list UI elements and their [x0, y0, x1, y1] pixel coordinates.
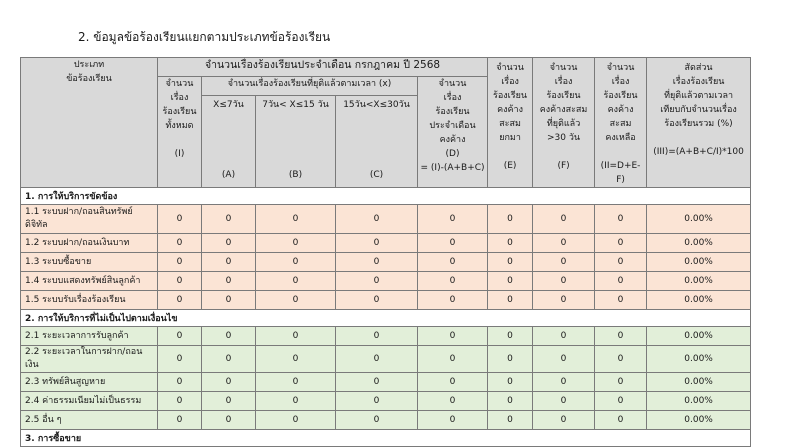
cell-value: 0 — [488, 291, 533, 310]
cell-value: 0 — [202, 253, 256, 272]
section-heading: 2. ข้อมูลข้อร้องเรียนแยกตามประเภทข้อร้องเรียน — [78, 30, 331, 44]
table-row — [21, 234, 751, 253]
cell-value: 0 — [418, 327, 488, 346]
cell-percent: 0.00% — [647, 234, 751, 253]
row-label: 2.5 อื่น ๆ — [21, 411, 158, 430]
cell-value: 0 — [488, 346, 533, 373]
cell-value: 0 — [418, 205, 488, 234]
cell-percent: 0.00% — [647, 346, 751, 373]
cell-value: 0 — [256, 411, 336, 430]
cell-value: 0 — [202, 205, 256, 234]
cell-percent: 0.00% — [647, 327, 751, 346]
cell-value: 0 — [595, 411, 647, 430]
cell-percent: 0.00% — [647, 253, 751, 272]
table-row — [21, 291, 751, 310]
cell-value: 0 — [488, 373, 533, 392]
monthly-title-header: จำนวนเรื่องร้องเรียนประจำเดือน กรกฎาคม ปี 2568 — [158, 58, 488, 77]
cell-value: 0 — [336, 392, 418, 411]
cell-value: 0 — [595, 291, 647, 310]
row-label: 2.3 ทรัพย์สินสูญหาย — [21, 373, 158, 392]
cell-value: 0 — [336, 205, 418, 234]
row-label: 2.2 ระยะเวลาในการฝาก/ถอนเงิน — [21, 346, 158, 373]
col-f-header: จำนวน เรื่อง ร้องเรียน คงค้างสะสม ที่ยุติแล้ว >30 วัน (F) — [533, 58, 595, 188]
cell-percent: 0.00% — [647, 291, 751, 310]
cell-value: 0 — [595, 392, 647, 411]
section-row — [21, 188, 751, 205]
cell-value: 0 — [202, 392, 256, 411]
cell-value: 0 — [256, 392, 336, 411]
cell-value: 0 — [158, 205, 202, 234]
col-a-header: X≤7วัน (A) — [202, 96, 256, 188]
table-row — [21, 411, 751, 430]
col-ii-header: จำนวน เรื่อง ร้องเรียน คงค้าง สะสม คงเหลือ (II=D+E-F) — [595, 58, 647, 188]
cell-value: 0 — [336, 411, 418, 430]
cell-value: 0 — [336, 272, 418, 291]
cell-value: 0 — [488, 411, 533, 430]
row-label: 1.4 ระบบแสดงทรัพย์สินลูกค้า — [21, 272, 158, 291]
cell-value: 0 — [336, 234, 418, 253]
cell-value: 0 — [533, 205, 595, 234]
cell-value: 0 — [256, 272, 336, 291]
cell-value: 0 — [418, 411, 488, 430]
cell-value: 0 — [158, 234, 202, 253]
row-label: 1.2 ระบบฝาก/ถอนเงินบาท — [21, 234, 158, 253]
table-row — [21, 253, 751, 272]
cell-value: 0 — [158, 291, 202, 310]
section-row — [21, 430, 751, 447]
cell-value: 0 — [533, 346, 595, 373]
cell-value: 0 — [202, 411, 256, 430]
table-row — [21, 272, 751, 291]
row-label: 1.1 ระบบฝาก/ถอนสินทรัพย์ ดิจิทัล — [21, 205, 158, 234]
cell-value: 0 — [336, 253, 418, 272]
cell-value: 0 — [158, 411, 202, 430]
cell-value: 0 — [595, 272, 647, 291]
cell-value: 0 — [595, 327, 647, 346]
cell-value: 0 — [202, 234, 256, 253]
cell-value: 0 — [418, 291, 488, 310]
cell-value: 0 — [158, 327, 202, 346]
cell-value: 0 — [158, 346, 202, 373]
cell-value: 0 — [158, 253, 202, 272]
cell-value: 0 — [202, 272, 256, 291]
section-row — [21, 310, 751, 327]
cell-value: 0 — [533, 327, 595, 346]
cell-value: 0 — [256, 291, 336, 310]
cell-percent: 0.00% — [647, 272, 751, 291]
cell-value: 0 — [595, 205, 647, 234]
col-b-header: 7วัน< X≤15 วัน (B) — [256, 96, 336, 188]
cell-value: 0 — [488, 392, 533, 411]
row-label: 1.5 ระบบรับเรื่องร้องเรียน — [21, 291, 158, 310]
cell-value: 0 — [418, 392, 488, 411]
cell-value: 0 — [336, 327, 418, 346]
cell-value: 0 — [533, 373, 595, 392]
cell-value: 0 — [595, 346, 647, 373]
cell-value: 0 — [418, 346, 488, 373]
cell-value: 0 — [202, 373, 256, 392]
cell-value: 0 — [533, 253, 595, 272]
complaints-table — [20, 57, 751, 447]
cell-percent: 0.00% — [647, 411, 751, 430]
col-total-header: จำนวน เรื่อง ร้องเรียน ทั้งหมด (I) — [158, 77, 202, 188]
cell-value: 0 — [202, 291, 256, 310]
cell-value: 0 — [533, 272, 595, 291]
cell-value: 0 — [256, 346, 336, 373]
cell-value: 0 — [595, 234, 647, 253]
cell-percent: 0.00% — [647, 205, 751, 234]
resolved-group-header: จำนวนเรื่องร้องเรียนที่ยุติแล้วตามเวลา (x) — [202, 77, 418, 96]
cell-value: 0 — [158, 373, 202, 392]
cell-value: 0 — [202, 346, 256, 373]
table-row — [21, 373, 751, 392]
row-label: 1.3 ระบบซื้อขาย — [21, 253, 158, 272]
cell-value: 0 — [158, 392, 202, 411]
cell-value: 0 — [488, 327, 533, 346]
cell-value: 0 — [533, 392, 595, 411]
section-title: 1. การให้บริการขัดข้อง — [21, 188, 751, 205]
col-e-header: จำนวน เรื่อง ร้องเรียน คงค้าง สะสม ยกมา (E) — [488, 58, 533, 188]
section-title: 3. การซื้อขาย — [21, 430, 751, 447]
section-title: 2. การให้บริการที่ไม่เป็นไปตามเงื่อนไข — [21, 310, 751, 327]
cell-value: 0 — [595, 373, 647, 392]
cell-value: 0 — [256, 373, 336, 392]
cell-value: 0 — [533, 411, 595, 430]
cell-value: 0 — [418, 272, 488, 291]
cell-value: 0 — [256, 327, 336, 346]
cell-value: 0 — [595, 253, 647, 272]
table-row — [21, 392, 751, 411]
cell-value: 0 — [418, 373, 488, 392]
cell-value: 0 — [418, 253, 488, 272]
cell-value: 0 — [488, 272, 533, 291]
table-row — [21, 327, 751, 346]
cell-value: 0 — [488, 234, 533, 253]
cell-value: 0 — [256, 205, 336, 234]
cell-value: 0 — [336, 373, 418, 392]
type-column-header: ประเภท ข้อร้องเรียน — [21, 58, 158, 188]
cell-value: 0 — [336, 346, 418, 373]
cell-value: 0 — [256, 234, 336, 253]
row-label: 2.4 ค่าธรรมเนียมไม่เป็นธรรม — [21, 392, 158, 411]
col-d-header: จำนวน เรื่อง ร้องเรียน ประจำเดือน คงค้าง (D) = (I)-(A+B+C) — [418, 77, 488, 188]
cell-value: 0 — [488, 253, 533, 272]
cell-value: 0 — [158, 272, 202, 291]
cell-value: 0 — [418, 234, 488, 253]
cell-percent: 0.00% — [647, 373, 751, 392]
cell-value: 0 — [256, 253, 336, 272]
table-row — [21, 346, 751, 373]
cell-percent: 0.00% — [647, 392, 751, 411]
row-label: 2.1 ระยะเวลาการรับลูกค้า — [21, 327, 158, 346]
table-header — [21, 58, 751, 188]
cell-value: 0 — [533, 291, 595, 310]
col-iii-header: สัดส่วน เรื่องร้องเรียน ที่ยุติแล้วตามเวลา เทียบกับจำนวนเรื่อง ร้องเรียนรวม (%) (III)=(A+B+C/I)*100 — [647, 58, 751, 188]
cell-value: 0 — [202, 327, 256, 346]
table-row — [21, 205, 751, 234]
cell-value: 0 — [488, 205, 533, 234]
col-c-header: 15วัน<X≤30วัน (C) — [336, 96, 418, 188]
cell-value: 0 — [533, 234, 595, 253]
cell-value: 0 — [336, 291, 418, 310]
